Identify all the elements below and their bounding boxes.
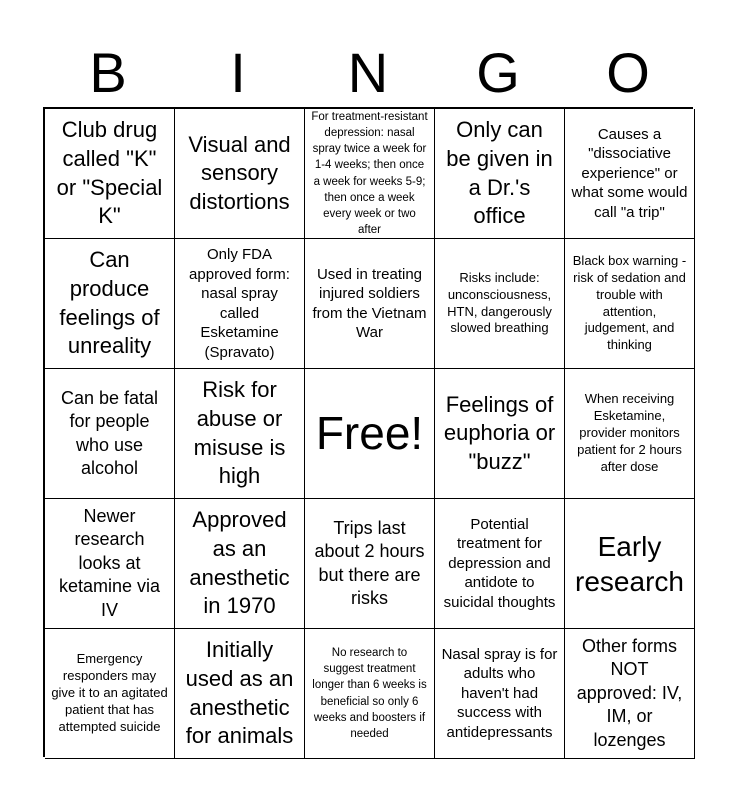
cell-text: Risks include: unconsciousness, HTN, dangerously slowed breathing (447, 269, 552, 336)
cell-text: Only FDA approved form: nasal spray called Esketamine (Spravato) (189, 246, 290, 361)
bingo-cell[interactable] (45, 369, 175, 499)
cell-text: Early research (575, 530, 684, 597)
free-space[interactable] (305, 369, 435, 499)
bingo-cell[interactable] (305, 629, 435, 759)
bingo-cell[interactable] (565, 369, 695, 499)
bingo-cell[interactable] (45, 239, 175, 369)
bingo-cell[interactable] (435, 239, 565, 369)
bingo-cell[interactable] (45, 109, 175, 239)
cell-text: Potential treatment for depression and antidote to suicidal thoughts (443, 515, 556, 611)
cell-text: No research to suggest treatment longer than 6 weeks is beneficial so only 6 weeks and boosters if needed (312, 647, 427, 740)
cell-text: For treatment-resistant depression: nasal spray twice a week for 1-4 weeks; then once a week for weeks 5-9; then once a week every week or two after (311, 111, 428, 236)
cell-text: Risk for abuse or misuse is high (193, 377, 286, 489)
bingo-cell[interactable] (175, 629, 305, 759)
free-space-label: Free! (315, 406, 424, 459)
header-letter-o: O (606, 41, 650, 104)
cell-text: Used in treating injured soldiers from the Vietnam War (312, 265, 427, 341)
bingo-cell[interactable] (175, 109, 305, 239)
cell-text: Causes a "dissociative experience" or what some would call "a trip" (571, 125, 688, 221)
bingo-cell[interactable] (565, 499, 695, 629)
cell-text: Black box warning - risk of sedation and trouble with attention, judgement, and thinking (572, 252, 687, 353)
cell-text: Only can be given in a Dr.'s office (446, 117, 553, 229)
bingo-cell[interactable] (175, 499, 305, 629)
header-letter-g: G (476, 41, 520, 104)
cell-text: When receiving Esketamine, provider monitors patient for 2 hours after dose (577, 391, 682, 474)
bingo-cell[interactable] (175, 369, 305, 499)
bingo-cell[interactable] (435, 499, 565, 629)
bingo-cell[interactable] (435, 629, 565, 759)
cell-text: Feelings of euphoria or "buzz" (443, 391, 556, 474)
bingo-cell[interactable] (565, 239, 695, 369)
bingo-cell[interactable] (45, 629, 175, 759)
cell-text: Other forms NOT approved: IV, IM, or lozenges (576, 636, 683, 750)
cell-text: Nasal spray is for adults who haven't had success with antidepressants (441, 645, 558, 741)
bingo-cell[interactable] (435, 369, 565, 499)
bingo-board (43, 107, 693, 757)
bingo-cell[interactable] (305, 109, 435, 239)
cell-text: Can be fatal for people who use alcohol (60, 387, 159, 478)
cell-text: Club drug called "K" or "Special K" (56, 117, 163, 229)
bingo-cell[interactable] (305, 239, 435, 369)
header-letter-b: B (89, 41, 127, 104)
header-letter-i: I (230, 41, 246, 104)
bingo-cell[interactable] (565, 629, 695, 759)
cell-text: Can produce feelings of unreality (59, 247, 160, 359)
bingo-cell[interactable] (175, 239, 305, 369)
cell-text: Approved as an anesthetic in 1970 (189, 507, 290, 619)
cell-text: Initially used as an anesthetic for animals (185, 637, 294, 749)
bingo-header (43, 40, 693, 106)
cell-text: Newer research looks at ketamine via IV (58, 506, 161, 620)
cell-text: Visual and sensory distortions (188, 131, 291, 214)
cell-text: Emergency responders may give it to an agitated patient that has attempted suicide (51, 651, 168, 734)
bingo-cell[interactable] (305, 499, 435, 629)
header-letter-n: N (347, 41, 389, 104)
bingo-cell[interactable] (435, 109, 565, 239)
cell-text: Trips last about 2 hours but there are risks (314, 517, 425, 608)
bingo-cell[interactable] (45, 499, 175, 629)
bingo-cell[interactable] (565, 109, 695, 239)
